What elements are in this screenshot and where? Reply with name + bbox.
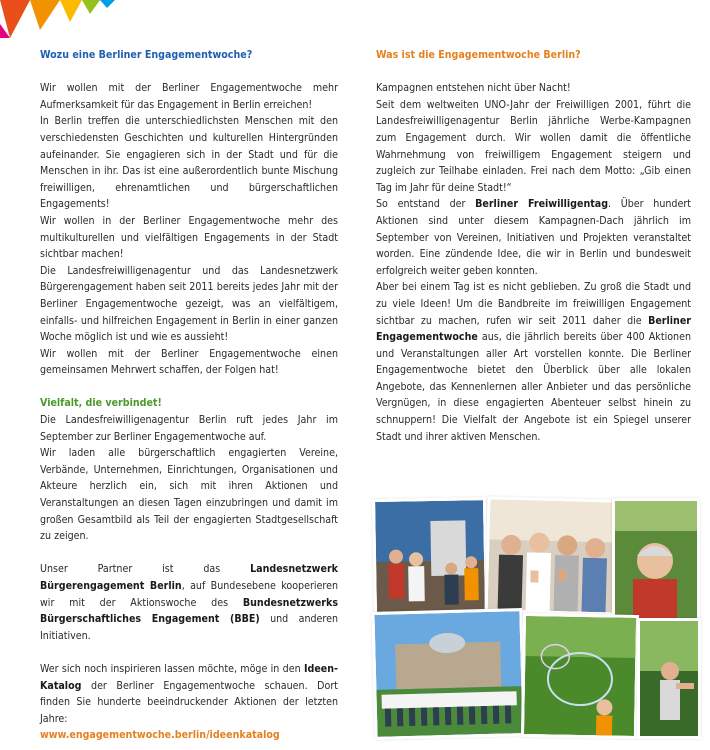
paragraph: Die Landesfreiwilligenagentur und das Landesnetzwerk Bürgerengagement haben seit 2011 bereits jedes Jahr mit der Berliner Engagementwoche gezeigt, was an vielfältigem, einfalls- und hilfreichen Engagement in Berlin in einer ganzen Woche möglich ist und wie es aussieht! [40,264,338,344]
photo-thumbs-up [485,496,622,615]
paragraph: Die Landesfreiwilligenagentur Berlin ruft jedes Jahr im September zur Berliner Engagementwoche auf. [40,414,338,443]
partner-name: Landesnetzwerk Bürgerengagement Berlin [40,563,338,592]
paragraph: Kampagnen entstehen nicht über Nacht! [376,82,571,95]
photo-outdoor-activity [637,618,701,739]
paragraph: Wir wollen mit der Berliner Engagementwoche mehr Aufmerksamkeit für das Engagement in Berlin erreichen! [40,82,338,111]
heading-vielfalt: Vielfalt, die verbindet! [40,397,162,410]
paragraph: Seit dem weltweiten UNO-Jahr der Freiwilligen 2001, führt die Landesfreiwilligenagentur Berlin jährliche Werbe-Kampagnen zum Engagement durch. Wir wollen damit die öffentliche Wahrnehmung von freiwilligem Engagement steigern und zugleich zur Teilhabe einladen. Frei nach dem Motto: „Gib einen Tag im Jahr für deine Stadt!“ [376,98,691,194]
bbe-name: Bundesnetzwerks Bürgerschaftliches Engagement (BBE) [40,596,338,626]
paragraph: Wir wollen mit der Berliner Engagementwoche einen gemeinsamen Mehrwert schaffen, der Folgen hat! [40,347,338,377]
heading-wozu: Wozu eine Berliner Engagementwoche? [40,49,253,61]
photo-reichstag-crowd [371,608,525,740]
partner-paragraph: Unser Partner ist das Landesnetzwerk Bürgerengagement Berlin, auf Bundesebene kooperieren wir mit der Aktionswoche des Bundesnetzwerks Bürgerschaftliches Engagement (BBE) und anderen Initiativen. [40,563,338,642]
paragraph: Wir wollen in der Berliner Engagementwoche mehr des multikulturellen und vielfältigen Engagements in der Stadt sichtbar machen! [40,214,338,261]
photo-woman-smiling [612,498,700,622]
paragraph: In Berlin treffen die unterschiedlichsten Menschen mit den verschiedensten Geschichten und kulturellen Hintergründen aufeinander. Sie engagieren sich in der Stadt und für die Menschen in ihr. Das ist eine außerordentlich bunte Mischung freiwilligen, ehrenamtlichen und bürgerschaftlichen Engagements! [40,115,338,211]
left-column [40,47,338,744]
photo-group-event [372,497,488,615]
paragraph: Wir laden alle bürgerschaftlich engagierten Vereine, Verbände, Unternehmen, Einrichtungen, Organisationen und Akteure herzlich ein, sich mit ihren Aktionen und Veranstaltungen an diesen Tagen einzubringen und damit im großen Gesamtbild als Teil der engagierten Stadtgesellschaft zu zeigen. [40,447,338,543]
heading-was-ist: Was ist die Engagementwoche Berlin? [376,49,581,61]
katalog-paragraph: Wer sich noch inspirieren lassen möchte, möge in den Ideen-Katalog der Berliner Engagementwoche schauen. Dort finden Sie hunderte beeindruckender Aktionen der letzten Jahre: [40,662,338,725]
ideenkatalog-link[interactable]: www.engagementwoche.berlin/ideenkatalog [40,729,280,742]
paragraph: Aber bei einem Tag ist es nicht geblieben. Zu groß die Stadt und zu viele Ideen! Um die Bandbreite im freiwilligen Engagement sichtbar zu machen, rufen wir seit 2011 daher die Berliner Engagementwoche aus, die jährlich bereits über 400 Aktionen und Veranstaltungen aller Art vorstellen konnte. Die Berliner Engagementwoche bietet den Überblick über alle lokalen Angebote, das Kennenlernen aller Anbieter und das persönliche Vergnügen, in diese engagierten Abenteuer selbst hinein zu schnuppern! Die Vielfalt der Angebote ist ein Spiegel unserer Stadt und ihrer aktiven Menschen. [376,281,691,443]
paragraph: So entstand der Berliner Freiwilligentag. Über hundert Aktionen sind unter diesem Kampagnen-Dach jährlich im September von Vereinen, Initiativen und Projekten veranstaltet worden. Eine zündende Idee, die wir in Berlin und bundesweit erfolgreich weiter geben konnten. [376,198,691,277]
ideen-katalog: Ideen-Katalog [40,662,338,692]
photo-soap-bubbles [521,613,639,739]
right-column [376,47,691,445]
color-burst-decoration [0,0,120,40]
